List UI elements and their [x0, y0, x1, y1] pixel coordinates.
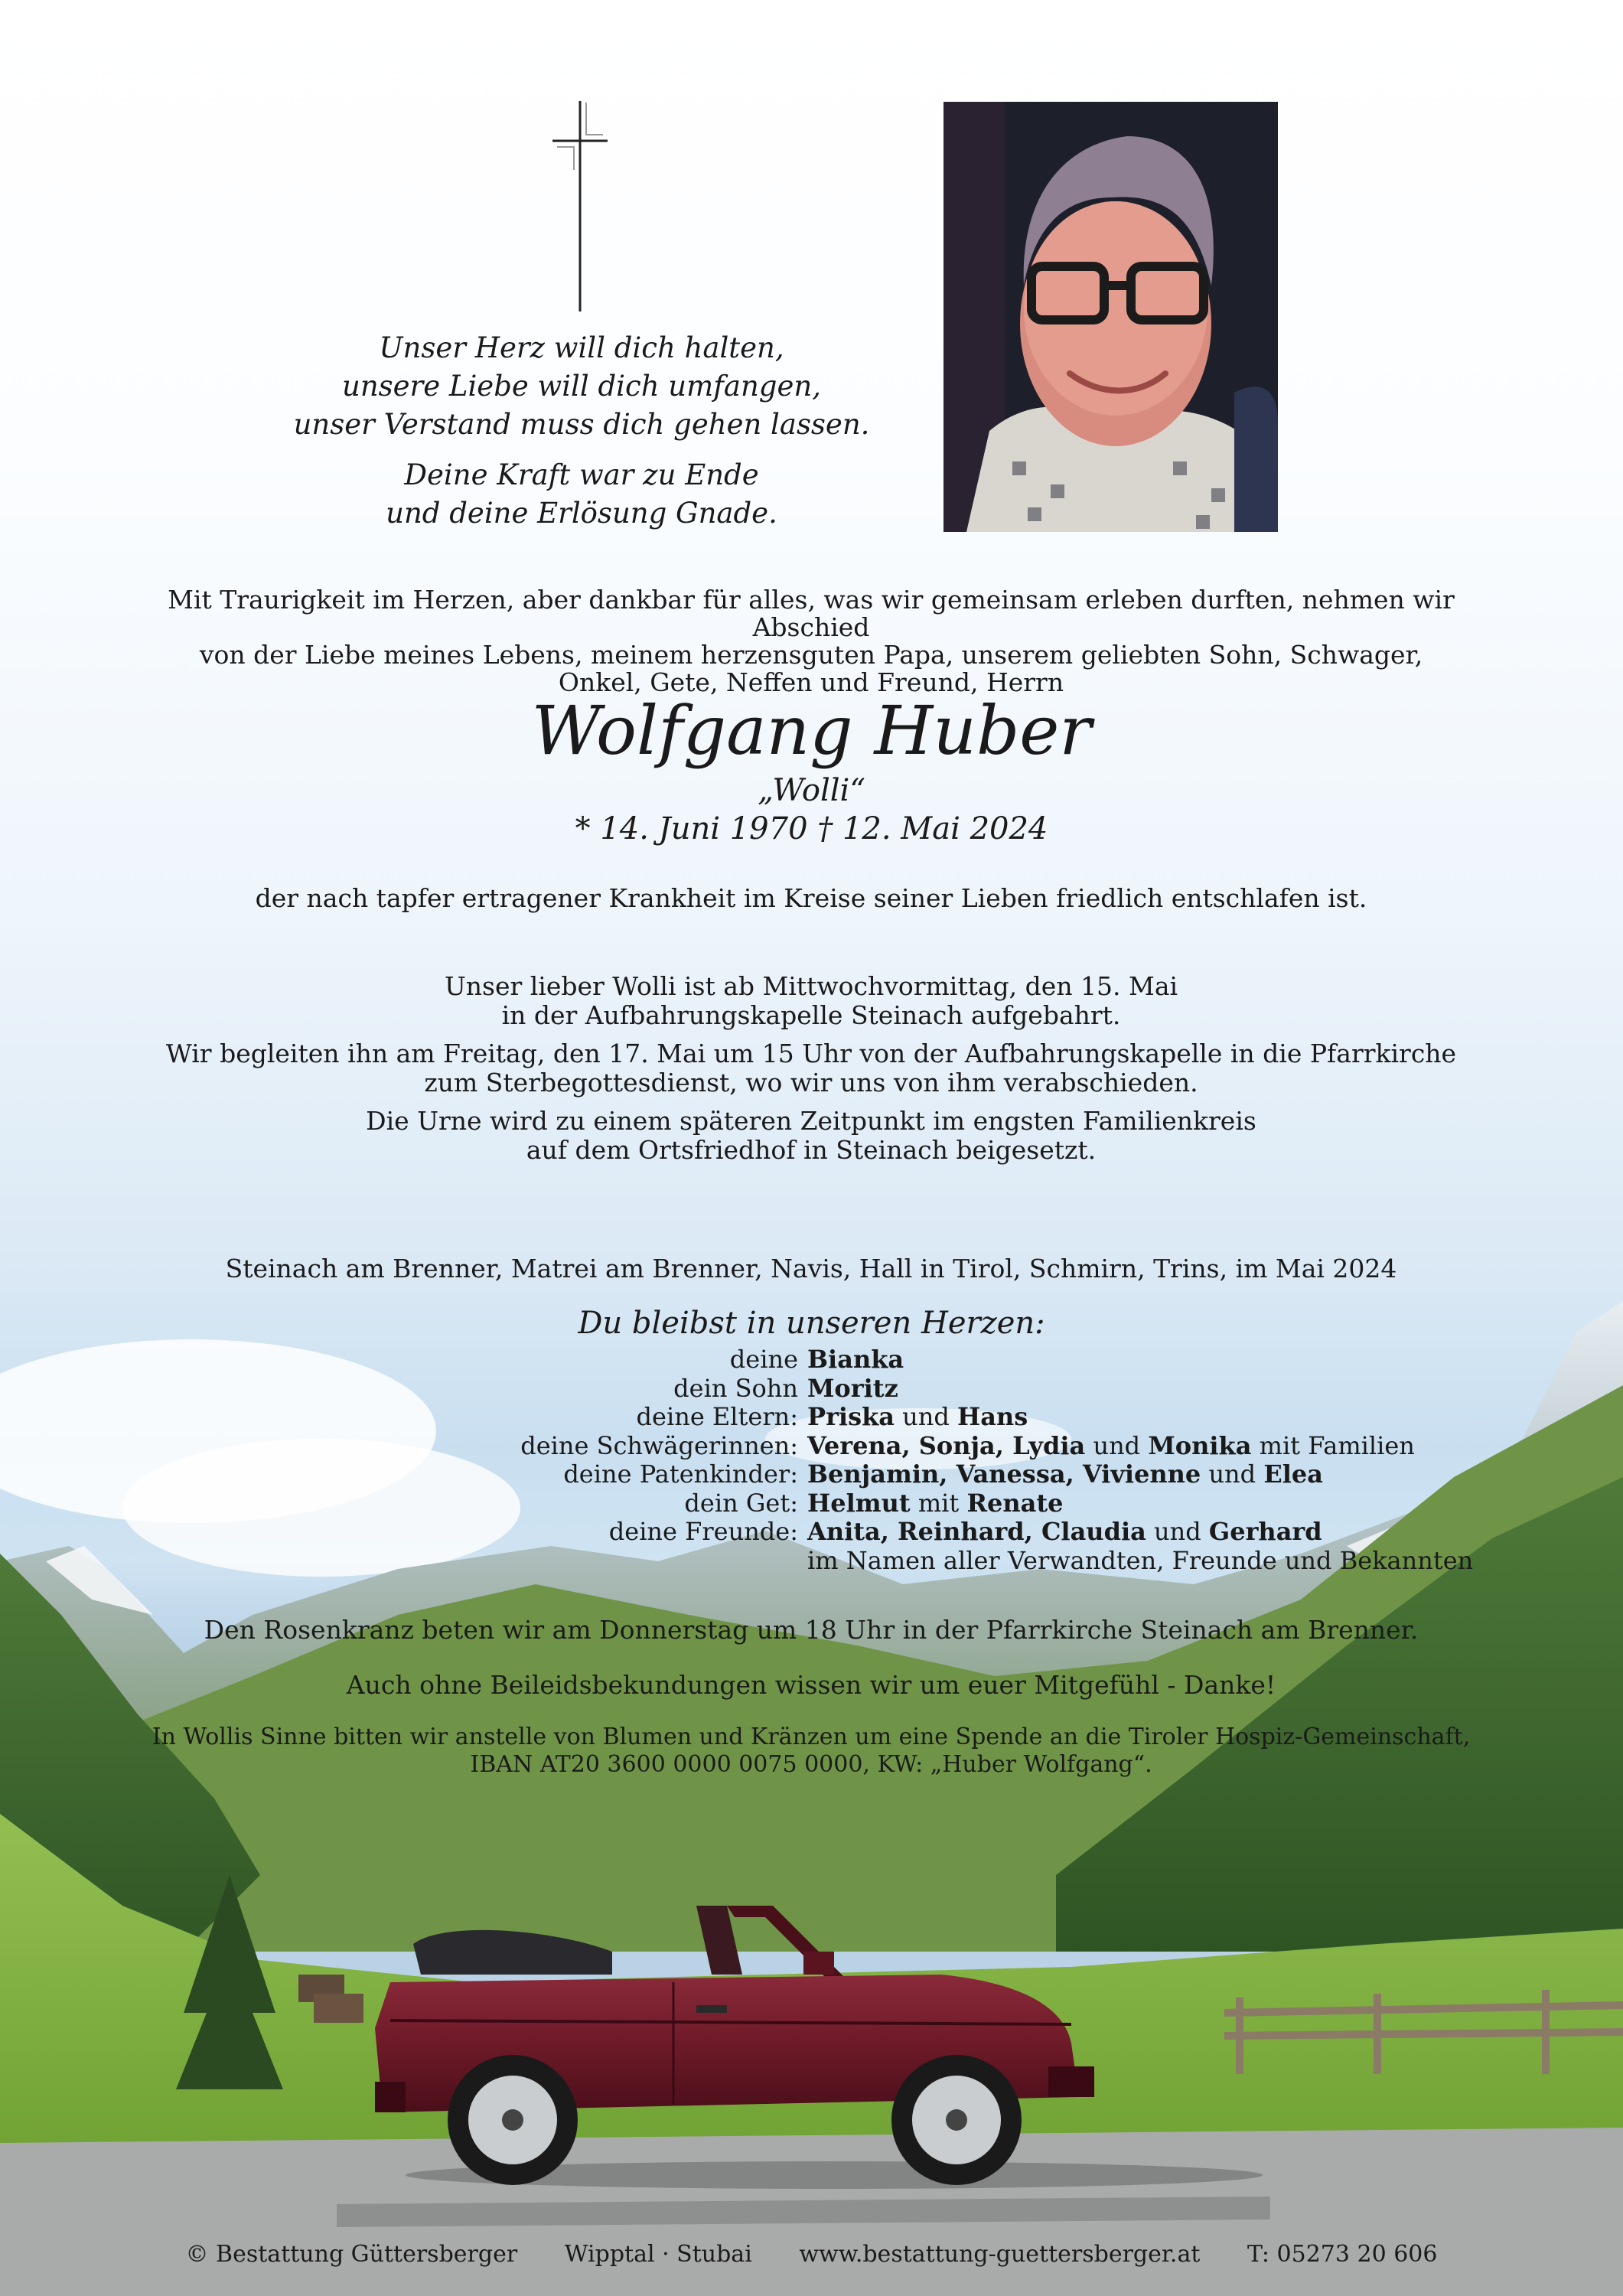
donation-note [115, 1724, 1507, 1779]
mourner-names [807, 1489, 1623, 1518]
mourner-name: Monika [1148, 1430, 1252, 1460]
mourner-row [0, 1547, 1623, 1576]
place-date: Steinach am Brenner, Matrei am Brenner, Navis, Hall in Tirol, Schmirn, Trins, im Mai 2024 [225, 1254, 1397, 1283]
deceased-name: Wolfgang Huber [531, 691, 1092, 770]
arrangement-line: Unser lieber Wolli ist ab Mittwochvormittag, den 15. Mai [444, 971, 1178, 1001]
thanks-note: Auch ohne Beileidsbekundungen wissen wir um euer Mitgefühl - Danke! [346, 1670, 1276, 1700]
mourner-relation: dein Sohn [673, 1373, 798, 1403]
mourner-relation: deine Schwägerinnen: [520, 1430, 798, 1460]
mourners-list [0, 1345, 1623, 1575]
mourner-connector: und [1085, 1430, 1149, 1460]
arrangement-line: Wir begleiten ihn am Freitag, den 17. Mai um 15 Uhr von der Aufbahrungskapelle in die Pfarrkirche [165, 1039, 1457, 1068]
footer-company: © Bestattung Güttersberger [185, 2241, 518, 2268]
mourner-connector: und [1146, 1517, 1209, 1546]
mourner-name: Moritz [807, 1373, 898, 1403]
mourner-connector: mit Familien [1251, 1430, 1415, 1460]
mourner-connector: mit [910, 1488, 967, 1518]
mourner-name: Renate [966, 1488, 1064, 1518]
arrangement-line: auf dem Ortsfriedhof in Steinach beigesetzt. [526, 1135, 1097, 1165]
poem-stanza [230, 456, 934, 533]
mourner-relation: dein Get: [684, 1488, 798, 1518]
mourner-relation: deine Freunde: [608, 1517, 798, 1546]
arrangement-line: Die Urne wird zu einem späteren Zeitpunkt im engsten Familienkreis [366, 1106, 1256, 1136]
mourner-relation: deine Patenkinder: [563, 1459, 798, 1489]
mourner-name: Elea [1263, 1459, 1323, 1489]
poem-line: unsere Liebe will dich umfangen, [342, 370, 821, 403]
mourner-name: Benjamin, Vanessa, Vivienne [807, 1459, 1201, 1489]
mourner-relation: deine Eltern: [636, 1402, 798, 1431]
wheel [448, 2055, 578, 2185]
poem-line: Unser Herz will dich halten, [379, 331, 784, 364]
cross-icon [549, 101, 611, 315]
mourner-row [0, 1375, 1623, 1404]
mourner-name: Priska [807, 1402, 895, 1431]
mourner-row [0, 1518, 1623, 1547]
poem [230, 329, 934, 545]
donation-line: In Wollis Sinne bitten wir anstelle von Blumen und Kränzen um eine Spende an die Tiroler Hospiz-Gemeinschaft, [152, 1724, 1471, 1750]
mourner-name: Bianka [807, 1345, 904, 1374]
mourner-connector: im Namen aller Verwandten, Freunde und Bekannten [807, 1545, 1474, 1575]
mourner-names [807, 1375, 1623, 1404]
red-convertible-car [360, 1890, 1278, 2197]
mourner-name: Verena, Sonja, Lydia [807, 1430, 1086, 1460]
mourner-name: Hans [957, 1402, 1028, 1431]
arrangement-paragraph [115, 1039, 1507, 1097]
wheel [891, 2055, 1022, 2185]
mourner-relation [0, 1547, 807, 1576]
rosary-note: Den Rosenkranz beten wir am Donnerstag um 18 Uhr in der Pfarrkirche Steinach am Brenner. [204, 1615, 1419, 1645]
arrangement-line: in der Aufbahrungskapelle Steinach aufgebahrt. [501, 1000, 1121, 1030]
intro-line: von der Liebe meines Lebens, meinem herzensguten Papa, unserem geliebten Sohn, Schwager, [199, 640, 1423, 670]
arrangements [115, 972, 1507, 1174]
mourner-name: Anita, Reinhard, Claudia [807, 1517, 1146, 1546]
portrait-photo [943, 102, 1278, 532]
arrangement-paragraph [115, 972, 1507, 1030]
mourner-names [807, 1547, 1623, 1576]
intro-text [115, 586, 1507, 696]
donation-line: IBAN AT20 3600 0000 0075 0000, KW: „Huber Wolfgang“. [470, 1751, 1152, 1778]
arrangement-paragraph [115, 1107, 1507, 1165]
deceased-nickname: „Wolli“ [758, 773, 865, 808]
mourner-row [0, 1489, 1623, 1518]
poem-stanza [230, 329, 934, 444]
footer-website[interactable]: www.bestattung-guettersberger.at [799, 2241, 1201, 2268]
poem-line: und deine Erlösung Gnade. [386, 497, 777, 530]
mourner-connector: und [895, 1402, 958, 1431]
arrangement-line: zum Sterbegottesdienst, wo wir uns von ihm verabschieden. [424, 1068, 1198, 1097]
mourner-names [807, 1432, 1623, 1461]
mourner-names [807, 1460, 1623, 1489]
mourner-row [0, 1403, 1623, 1432]
intro-line: Mit Traurigkeit im Herzen, aber dankbar für alles, was wir gemeinsam erleben durften, nehmen wir Abschied [168, 585, 1455, 642]
mourner-row [0, 1460, 1623, 1489]
mourner-name: Gerhard [1208, 1517, 1322, 1546]
intro-line: Onkel, Gete, Neffen und Freund, Herrn [558, 667, 1064, 697]
mourner-names [807, 1345, 1623, 1375]
footer [0, 2241, 1623, 2268]
mourner-row [0, 1432, 1623, 1461]
mourner-names [807, 1518, 1623, 1547]
poem-line: unser Verstand muss dich gehen lassen. [293, 408, 870, 441]
life-dates: * 14. Juni 1970 † 12. Mai 2024 [575, 811, 1048, 846]
passing-note: der nach tapfer ertragener Krankheit im Kreise seiner Lieben friedlich entschlafen ist. [255, 883, 1367, 913]
mourner-relation: deine [729, 1345, 798, 1374]
footer-phone[interactable]: T: 05273 20 606 [1247, 2241, 1438, 2268]
footer-region: Wipptal · Stubai [564, 2241, 752, 2268]
mourner-name: Helmut [807, 1488, 911, 1518]
mourner-connector: und [1201, 1459, 1264, 1489]
hut [314, 1994, 363, 2023]
poem-line: Deine Kraft war zu Ende [404, 458, 759, 491]
mourner-names [807, 1403, 1623, 1432]
mourners-heading: Du bleibst in unseren Herzen: [578, 1306, 1045, 1341]
mourner-row [0, 1345, 1623, 1375]
